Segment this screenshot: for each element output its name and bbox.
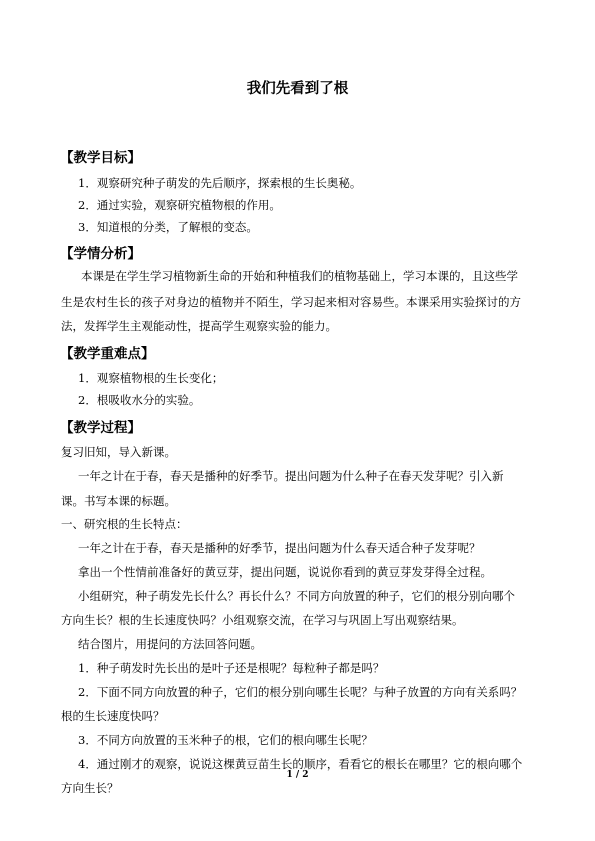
process-line-9: 结合图片，用提问的方法回答问题。 [78,637,262,651]
goal-item-3: 3．知道根的分类，了解根的变态。 [78,220,258,234]
heading-student-analysis: 【学情分析】 [60,246,141,262]
process-line-7: 小组研究，种子萌发先长什么？再长什么？不同方向放置的种子，它们的根分别向哪个 [78,589,515,603]
process-line-5: 一年之计在于春，春天是播种的好季节，提出问题为什么春天适合种子发芽呢？ [78,541,481,555]
goal-item-1: 1．观察研究种子萌发的先后顺序，探索根的生长奥秘。 [78,176,362,190]
process-line-3: 课。书写本课的标题。 [61,494,176,508]
keypoint-item-1: 1．观察植物根的生长变化； [78,371,224,385]
analysis-line-2: 生是农村生长的孩子对身边的植物并不陌生，学习起来相对容易些。本课采用实验探讨的方 [61,295,521,309]
process-line-1: 复习旧知，导入新课。 [61,445,176,459]
heading-teaching-process: 【教学过程】 [60,420,141,436]
heading-key-points: 【教学重难点】 [60,346,155,362]
process-line-4: 一、研究根的生长特点： [61,517,188,531]
process-line-10: 1．种子萌发时先长出的是叶子还是根呢？每粒种子都是吗？ [78,661,385,675]
process-line-14: 4．通过刚才的观察，说说这棵黄豆苗生长的顺序，看看它的根长在哪里？它的根向哪个 [78,757,523,771]
analysis-line-1: 本课是在学生学习植物新生命的开始和种植我们的植物基础上，学习本课的，且这些学 [81,269,518,283]
document-title: 我们先看到了根 [246,81,349,97]
goal-item-2: 2．通过实验，观察研究植物根的作用。 [78,198,281,212]
process-line-6: 拿出一个性情前准备好的黄豆芽，提出问题，说说你看到的黄豆芽发芽得全过程。 [78,565,492,579]
process-line-8: 方向生长？根的生长速度快吗？小组观察交流，在学习与巩固上写出观察结果。 [61,613,464,627]
process-line-13: 3．不同方向放置的玉米种子的根，它们的根向哪生长呢？ [78,733,373,747]
process-line-12: 根的生长速度快吗？ [61,709,165,723]
keypoint-item-2: 2．根吸收水分的实验。 [78,393,201,407]
process-line-2: 一年之计在于春，春天是播种的好季节。提出问题为什么种子在春天发芽呢？引入新 [78,469,504,483]
process-line-11: 2．下面不同方向放置的种子，它们的根分别向哪生长呢？与种子放置的方向有关系吗？ [78,685,523,699]
heading-teaching-goals: 【教学目标】 [60,150,141,166]
analysis-line-3: 法，发挥学生主观能动性，提高学生观察实验的能力。 [61,319,337,333]
process-line-15: 方向生长？ [61,781,119,795]
page-number: 1 / 2 [286,770,309,780]
